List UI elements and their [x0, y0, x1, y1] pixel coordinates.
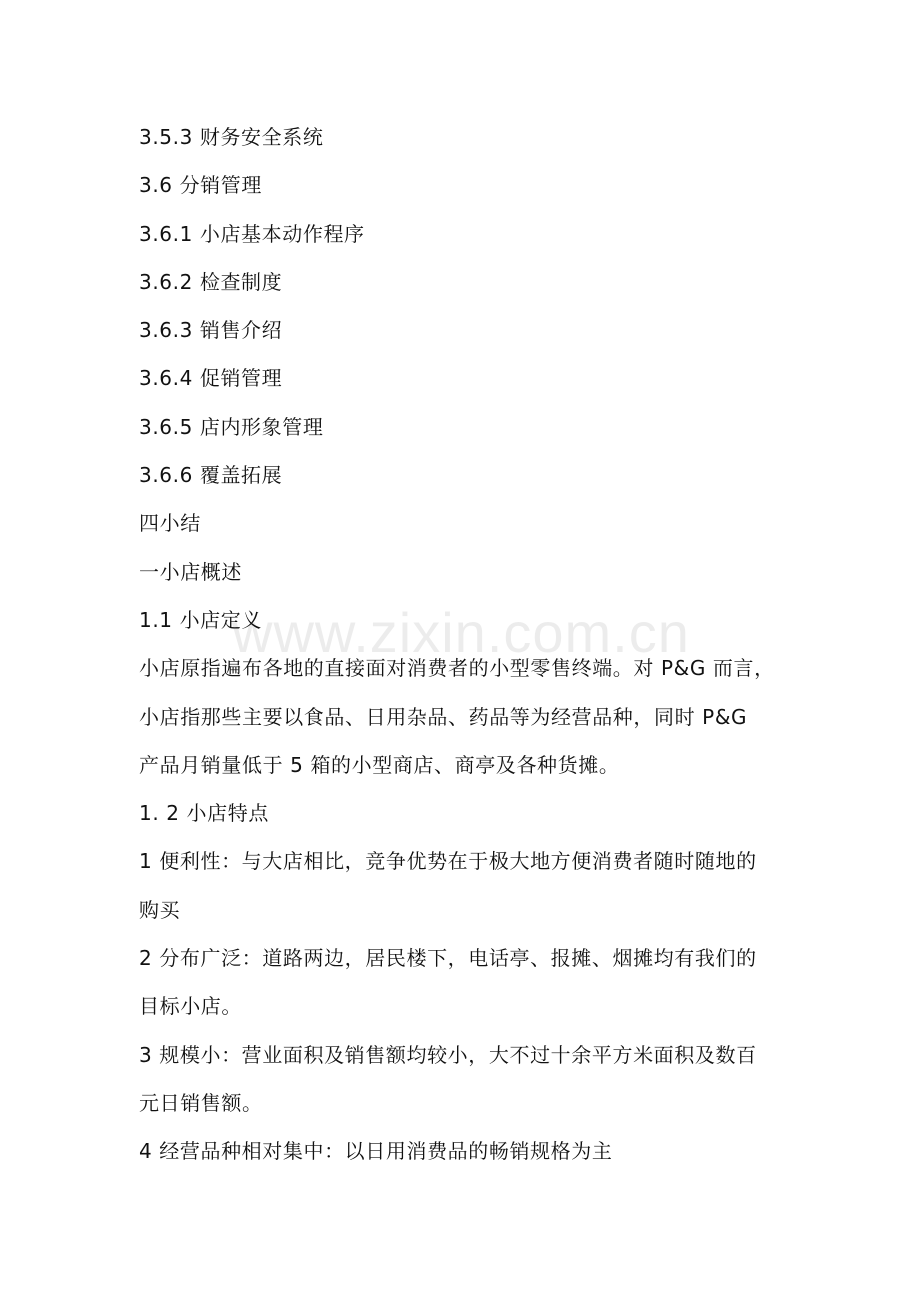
subsection-heading: 1.1 小店定义	[139, 607, 262, 632]
toc-entry-3-6-5: 3.6.5 店内形象管理	[139, 414, 324, 439]
toc-entry-3-6-1: 3.6.1 小店基本动作程序	[139, 221, 365, 246]
toc-entry-3-6-6: 3.6.6 覆盖拓展	[139, 463, 283, 488]
toc-entry-3-6: 3.6 分销管理	[139, 173, 262, 198]
list-item-line: 1 便利性：与大店相比，竞争优势在于极大地方便消费者随时随地的	[139, 849, 757, 874]
paragraph-line: 产品月销量低于 5 箱的小型商店、商亭及各种货摊。	[139, 752, 620, 777]
subsection-heading: 1. 2 小店特点	[139, 801, 269, 826]
document-body	[139, 113, 799, 1176]
paragraph-line: 小店原指遍布各地的直接面对消费者的小型零售终端。对 P&G 而言，	[139, 656, 775, 681]
paragraph-line: 小店指那些主要以食品、日用杂品、药品等为经营品种，同时 P&G	[139, 704, 748, 729]
toc-entry-3-5-3: 3.5.3 财务安全系统	[139, 125, 324, 149]
section-heading: 一小店概述	[139, 559, 242, 584]
watermark: www.zixin.com.cn	[232, 601, 690, 664]
list-item-line: 目标小店。	[139, 994, 242, 1019]
list-item-line: 2 分布广泛：道路两边，居民楼下，电话亭、报摊、烟摊均有我们的	[139, 946, 757, 971]
list-item-line: 4 经营品种相对集中：以日用消费品的畅销规格为主	[139, 1139, 613, 1164]
list-item-line: 购买	[139, 897, 181, 922]
toc-entry-summary: 四小结	[139, 511, 201, 536]
toc-entry-3-6-4: 3.6.4 促销管理	[139, 366, 283, 391]
toc-entry-3-6-2: 3.6.2 检查制度	[139, 269, 283, 294]
toc-entry-3-6-3: 3.6.3 销售介绍	[139, 318, 283, 343]
list-item-line: 元日销售额。	[139, 1090, 263, 1115]
list-item-line: 3 规模小：营业面积及销售额均较小，大不过十余平方米面积及数百	[139, 1042, 757, 1067]
